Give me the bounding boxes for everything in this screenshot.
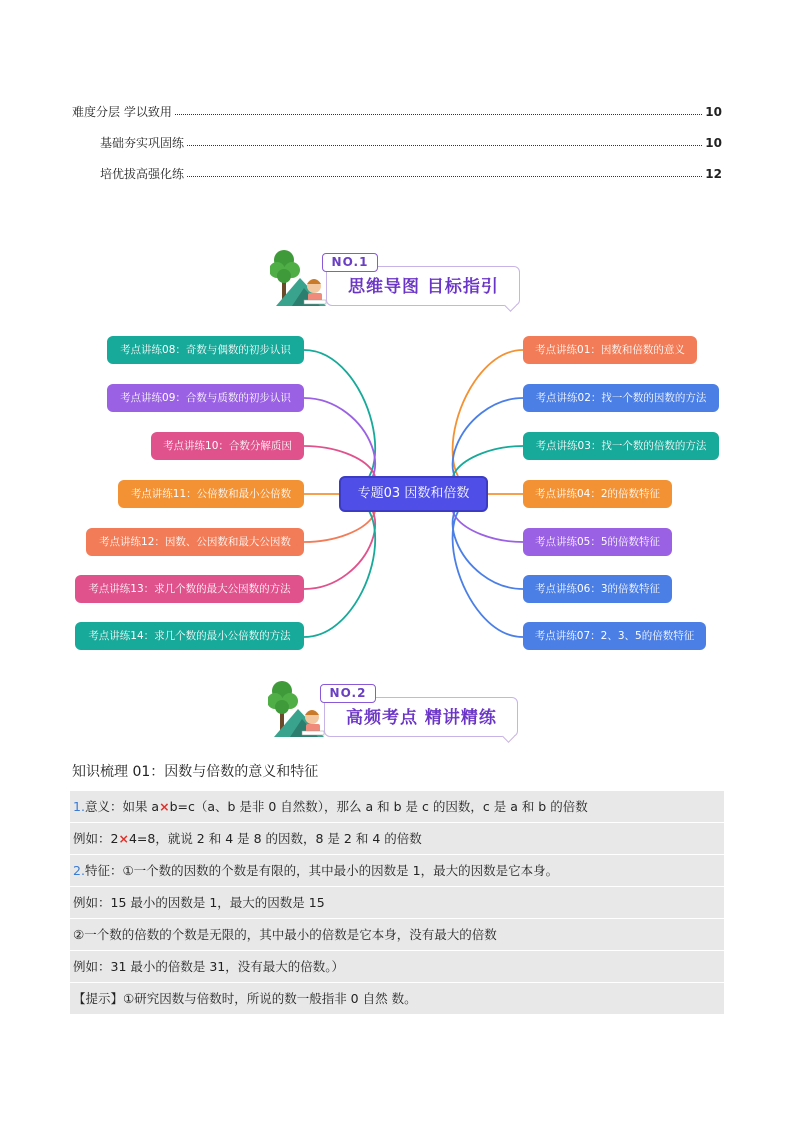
knowledge-row [70, 823, 724, 855]
multiply-sign: × [118, 831, 129, 846]
mindmap-node-05[interactable]: 考点讲练05：5的倍数特征 [523, 528, 672, 556]
knowledge-row: 例如：31 最小的倍数是 31，没有最大的倍数。） [70, 951, 724, 983]
toc-entry-label: 培优拔高强化练 [100, 164, 186, 184]
knowledge-row [70, 855, 724, 887]
knowledge-title: 知识梳理 01：因数与倍数的意义和特征 [72, 764, 319, 780]
section-banner-practice [268, 673, 538, 753]
toc-entry-page: 10 [703, 102, 722, 122]
connector-line [304, 350, 375, 494]
toc-entry-label: 难度分层 学以致用 [72, 102, 174, 122]
knowledge-row: 例如：15 最小的因数是 1，最大的因数是 15 [70, 887, 724, 919]
item-number: 1. [73, 799, 85, 814]
toc-entry-label: 基础夯实巩固练 [100, 133, 186, 153]
toc-leader-dots [150, 114, 706, 115]
mindmap-node-10[interactable]: 考点讲练10：合数分解质因 [151, 432, 304, 460]
row-text: 例如：2 [73, 831, 119, 846]
toc-leader-dots [170, 176, 706, 177]
knowledge-row: ②一个数的倍数的个数是无限的，其中最小的倍数是它本身，没有最大的倍数 [70, 919, 724, 951]
toc-entry-page: 10 [703, 133, 722, 153]
banner-title: 高频考点 精讲精练 [346, 708, 497, 728]
mindmap-node-03[interactable]: 考点讲练03：找一个数的倍数的方法 [523, 432, 719, 460]
mindmap-node-14[interactable]: 考点讲练14：求几个数的最小公倍数的方法 [75, 622, 304, 650]
mindmap-node-09[interactable]: 考点讲练09：合数与质数的初步认识 [107, 384, 304, 412]
mindmap-node-04[interactable]: 考点讲练04：2的倍数特征 [523, 480, 672, 508]
connector-line [453, 350, 523, 494]
knowledge-box [70, 791, 724, 1014]
section-banner-mindmap [270, 242, 540, 322]
toc-entry[interactable] [0, 133, 794, 153]
toc-entry[interactable] [0, 102, 794, 122]
row-text: 意义：如果 a [84, 799, 160, 814]
row-text: b=c（a、b 是非 0 自然数），那么 a 和 b 是 c 的因数，c 是 a 和 b 的倍数 [169, 799, 588, 814]
knowledge-row [70, 791, 724, 823]
mindmap-node-07[interactable]: 考点讲练07：2、3、5的倍数特征 [523, 622, 706, 650]
banner-title: 思维导图 目标指引 [348, 277, 499, 297]
toc-entry-page: 12 [703, 164, 722, 184]
knowledge-row: 【提示】①研究因数与倍数时，所说的数一般指非 0 自然 数。 [73, 991, 417, 1006]
banner-number-tag: NO.1 [322, 253, 378, 272]
connector-line [453, 494, 523, 637]
mindmap-node-06[interactable]: 考点讲练06：3的倍数特征 [523, 575, 672, 603]
toc-leader-dots [170, 145, 706, 146]
row-text: 4=8，就说 2 和 4 是 8 的因数，8 是 2 和 4 的倍数 [128, 831, 422, 846]
toc-entry[interactable] [0, 164, 794, 184]
mindmap-node-12[interactable]: 考点讲练12：因数、公因数和最大公因数 [86, 528, 304, 556]
mindmap-center-node[interactable]: 专题03 因数和倍数 [339, 476, 488, 512]
multiply-sign: × [159, 799, 170, 814]
mindmap-node-02[interactable]: 考点讲练02：找一个数的因数的方法 [523, 384, 719, 412]
mindmap-node-01[interactable]: 考点讲练01：因数和倍数的意义 [523, 336, 697, 364]
banner-number-tag: NO.2 [320, 684, 376, 703]
item-number: 2. [73, 863, 85, 878]
mindmap-node-11[interactable]: 考点讲练11：公倍数和最小公倍数 [118, 480, 304, 508]
row-text: 特征：①一个数的因数的个数是有限的，其中最小的因数是 1，最大的因数是它本身。 [84, 863, 559, 878]
connector-line [304, 494, 375, 637]
mindmap-node-13[interactable]: 考点讲练13：求几个数的最大公因数的方法 [75, 575, 304, 603]
mindmap-node-08[interactable]: 考点讲练08：奇数与偶数的初步认识 [107, 336, 304, 364]
